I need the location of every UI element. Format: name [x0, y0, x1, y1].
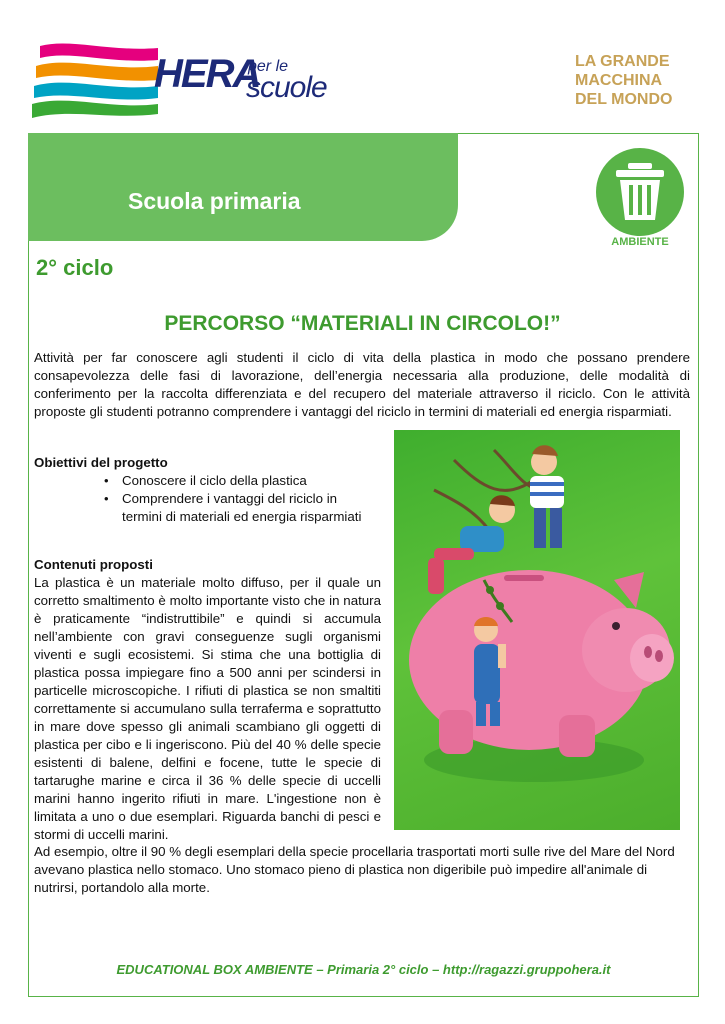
- trash-bin-icon: [594, 146, 686, 242]
- intro-paragraph: Attività per far conoscere agli studenti il ciclo di vita della plastica in modo che possano prendere consapevolezza delle fasi di lavorazione, dell’energia necessaria alla produzione, delle modalità di conferimento per la raccolta differenziata e del recupero del materiale attraverso il riciclo. Con le attività proposte gli studenti potranno comprendere i vantaggi del riciclo in termini di materiali ed energia risparmiati.: [34, 350, 690, 419]
- objective-item: • Comprendere i vantaggi del riciclo in termini di materiali ed energia risparmiati: [102, 490, 372, 526]
- illustration-drawing: [394, 430, 680, 830]
- piggy-bank-illustration: [394, 430, 680, 830]
- hera-logo: [30, 38, 340, 122]
- hera-flag-icon: [30, 38, 160, 122]
- right-brand-logo: [575, 52, 685, 109]
- banner-title: Scuola primaria: [128, 188, 301, 214]
- ambient-icon-label: AMBIENTE: [611, 236, 669, 248]
- section-banner: [28, 133, 458, 241]
- page-footer: EDUCATIONAL BOX AMBIENTE – Primaria 2° ciclo – http://ragazzi.gruppohera.it: [116, 962, 611, 977]
- contents-heading: Contenuti proposti: [34, 557, 153, 572]
- right-brand-line: LA GRANDE: [575, 53, 670, 70]
- right-brand-line: DEL MONDO: [575, 91, 673, 108]
- course-title: PERCORSO “MATERIALI IN CIRCOLO!”: [164, 312, 561, 335]
- tagline-small: per le: [248, 58, 289, 75]
- contents-tail: Ad esempio, oltre il 90 % degli esemplari della specie procellaria trasportati morti sulle rive del Mare del Nord avevano plastica nello stomaco. Uno stomaco pieno di plastica non digeribile può impedire all'animale di nutrirsi, portandolo alla morte.: [34, 844, 675, 895]
- objective-item: • Conoscere il ciclo della plastica: [102, 472, 372, 490]
- contents-body: La plastica è un materiale molto diffuso, per il quale un corretto smaltimento è molto importante visto che in natura è praticamente “indistruttibile” e quindi si accumula nell’ambiente con gravi conseguenze sugli organismi viventi e sugli ecosistemi. Si stima che una bottiglia di plastica possa impiegare fino a 500 anni per scindersi in particelle microscopiche. I rifiuti di plastica se non smaltiti correttamente si accumulano sulla terraferma e soprattutto in mare dove spesso gli animali scambiano gli oggetti di plastica per cibo e li ingeriscono. Più del 40 % delle specie esistenti di balene, delfini e focene, tutte le specie di tartarughe marine e circa il 36 % delle specie di uccelli marini hanno ingerito rifiuti in mare. L'ingestione non è limitata a uno o due esemplari. Riguarda banchi di pesci e stormi di uccelli marini.: [34, 575, 381, 842]
- tagline-large: scuole: [246, 71, 327, 104]
- cycle-heading: 2° ciclo: [36, 255, 114, 280]
- right-brand-line: MACCHINA: [575, 72, 663, 89]
- objectives-heading: Obiettivi del progetto: [34, 455, 168, 470]
- objectives-list: [102, 472, 372, 526]
- page-header: [0, 0, 725, 130]
- hera-wordmark: HERA: [154, 52, 260, 96]
